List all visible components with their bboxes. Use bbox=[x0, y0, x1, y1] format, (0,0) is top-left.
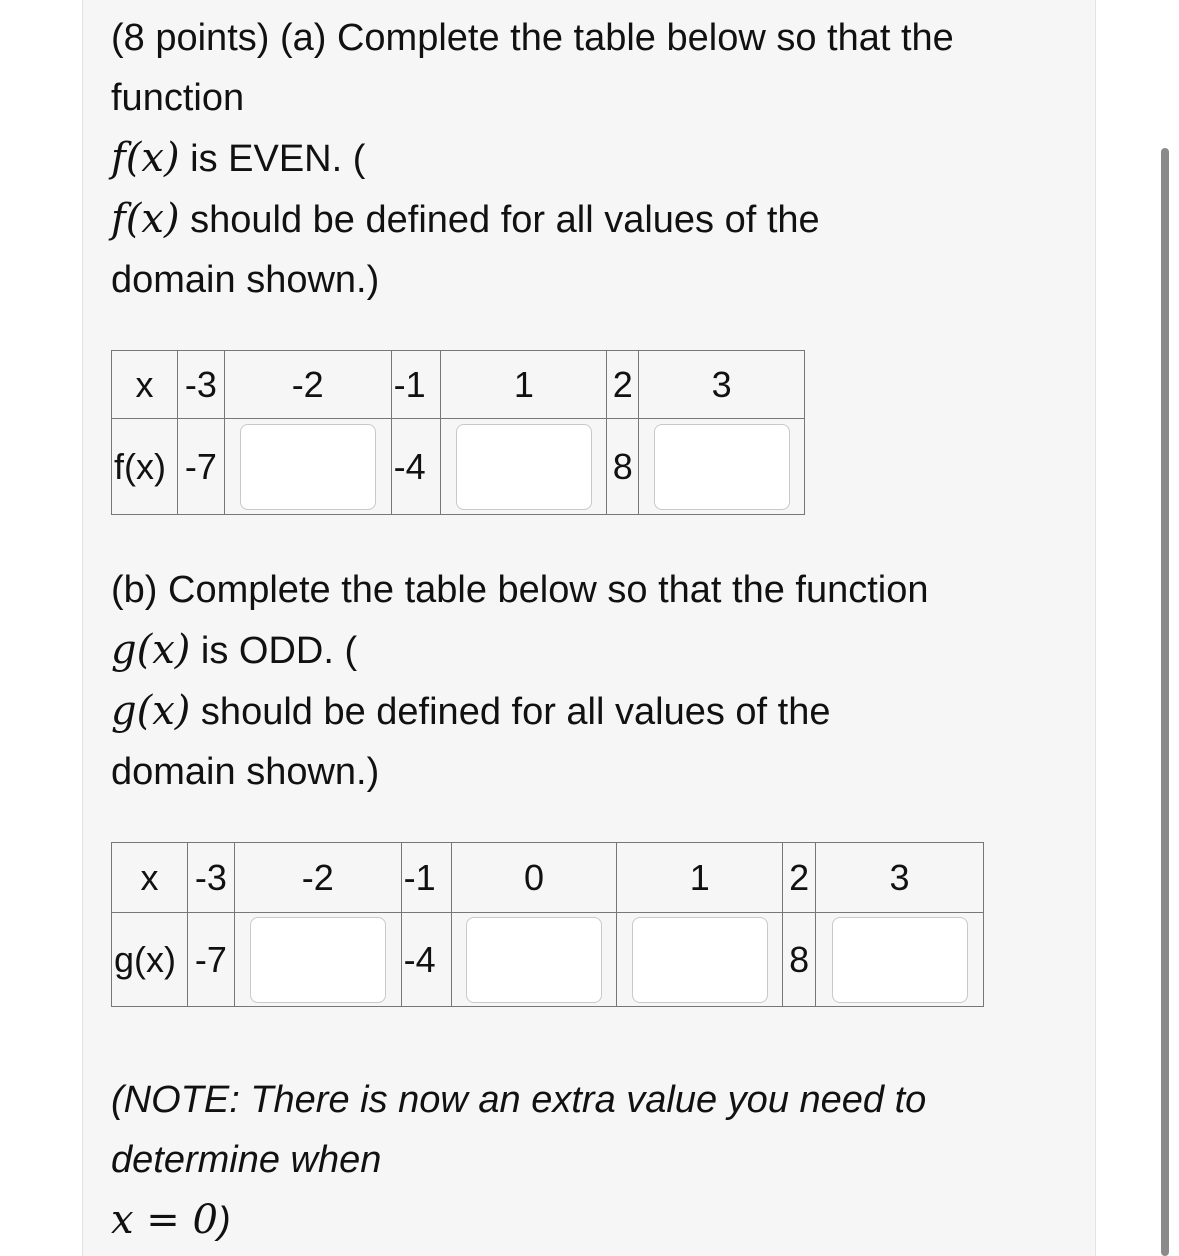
table-g-y-cell: -7 bbox=[187, 913, 234, 1007]
part-b-line3: g(x) should be defined for all values of the bbox=[111, 688, 831, 734]
function-f: f(x) bbox=[111, 196, 180, 242]
table-g-answer-cell bbox=[451, 913, 617, 1007]
note-line1: (NOTE: There is now an extra value you need to bbox=[111, 1079, 927, 1121]
table-f-x-row bbox=[112, 351, 805, 419]
answer-input-f-neg2[interactable] bbox=[240, 424, 376, 510]
table-g-x-cell: 1 bbox=[617, 843, 783, 913]
table-f-x-cell: 2 bbox=[607, 351, 639, 419]
table-g-x-cell: -3 bbox=[187, 843, 234, 913]
table-f-x-cell: -2 bbox=[224, 351, 391, 419]
answer-input-g-neg2[interactable] bbox=[250, 917, 386, 1003]
part-a-line1: (8 points) (a) Complete the table below so that the bbox=[111, 17, 954, 59]
answer-input-f-3[interactable] bbox=[654, 424, 790, 510]
table-g-answer-cell bbox=[617, 913, 783, 1007]
table-g-x-label: x bbox=[112, 843, 188, 913]
scrollbar[interactable] bbox=[1161, 148, 1169, 1256]
table-g-y-row bbox=[112, 913, 984, 1007]
table-f-answer-cell bbox=[224, 419, 391, 515]
part-b-text bbox=[111, 560, 1071, 802]
table-f-x-cell: -3 bbox=[177, 351, 224, 419]
answer-input-g-1[interactable] bbox=[632, 917, 768, 1003]
table-g-x-row bbox=[112, 843, 984, 913]
note-line3 bbox=[111, 1190, 1071, 1251]
part-b-line4: domain shown.) bbox=[111, 751, 380, 793]
table-f-x-label: x bbox=[112, 351, 178, 419]
note-math-expr: x = 0 bbox=[111, 1197, 218, 1243]
function-g: g(x) bbox=[111, 688, 191, 734]
part-a-text bbox=[111, 8, 1071, 310]
table-g-x-cell: 2 bbox=[783, 843, 816, 913]
table-g bbox=[111, 842, 984, 1007]
table-f-y-cell: -7 bbox=[177, 419, 224, 515]
table-g-x-cell: -2 bbox=[234, 843, 401, 913]
answer-input-g-3[interactable] bbox=[832, 917, 968, 1003]
answer-input-f-1[interactable] bbox=[456, 424, 592, 510]
function-f: f(x) bbox=[111, 135, 180, 181]
table-g-x-cell: -1 bbox=[401, 843, 451, 913]
table-g-answer-cell bbox=[816, 913, 984, 1007]
table-f-answer-cell bbox=[639, 419, 805, 515]
table-g-x-cell: 3 bbox=[816, 843, 984, 913]
table-f-y-cell: 8 bbox=[607, 419, 639, 515]
part-a-line4: f(x) should be defined for all values of the bbox=[111, 196, 820, 242]
part-a-line2: function bbox=[111, 77, 245, 119]
table-f-y-cell: -4 bbox=[391, 419, 441, 515]
function-g: g(x) bbox=[111, 627, 191, 673]
note-text bbox=[111, 1070, 1071, 1251]
table-f-x-cell: 3 bbox=[639, 351, 805, 419]
part-a-line3: f(x) is EVEN. ( bbox=[111, 135, 366, 181]
table-g-y-label: g(x) bbox=[112, 913, 188, 1007]
table-g-x-cell: 0 bbox=[451, 843, 617, 913]
table-f-y-row bbox=[112, 419, 805, 515]
table-g-y-cell: 8 bbox=[783, 913, 816, 1007]
table-f-x-cell: 1 bbox=[441, 351, 607, 419]
table-g-y-cell: -4 bbox=[401, 913, 451, 1007]
note-close: ) bbox=[217, 1200, 231, 1242]
table-f bbox=[111, 350, 805, 515]
table-f-x-cell: -1 bbox=[391, 351, 441, 419]
table-f-answer-cell bbox=[441, 419, 607, 515]
answer-input-g-0[interactable] bbox=[466, 917, 602, 1003]
part-a-line5: domain shown.) bbox=[111, 259, 380, 301]
part-b-line2: g(x) is ODD. ( bbox=[111, 627, 358, 673]
part-b-line1: (b) Complete the table below so that the function bbox=[111, 569, 929, 611]
note-line2: determine when bbox=[111, 1139, 382, 1181]
table-f-y-label: f(x) bbox=[112, 419, 178, 515]
table-g-answer-cell bbox=[234, 913, 401, 1007]
